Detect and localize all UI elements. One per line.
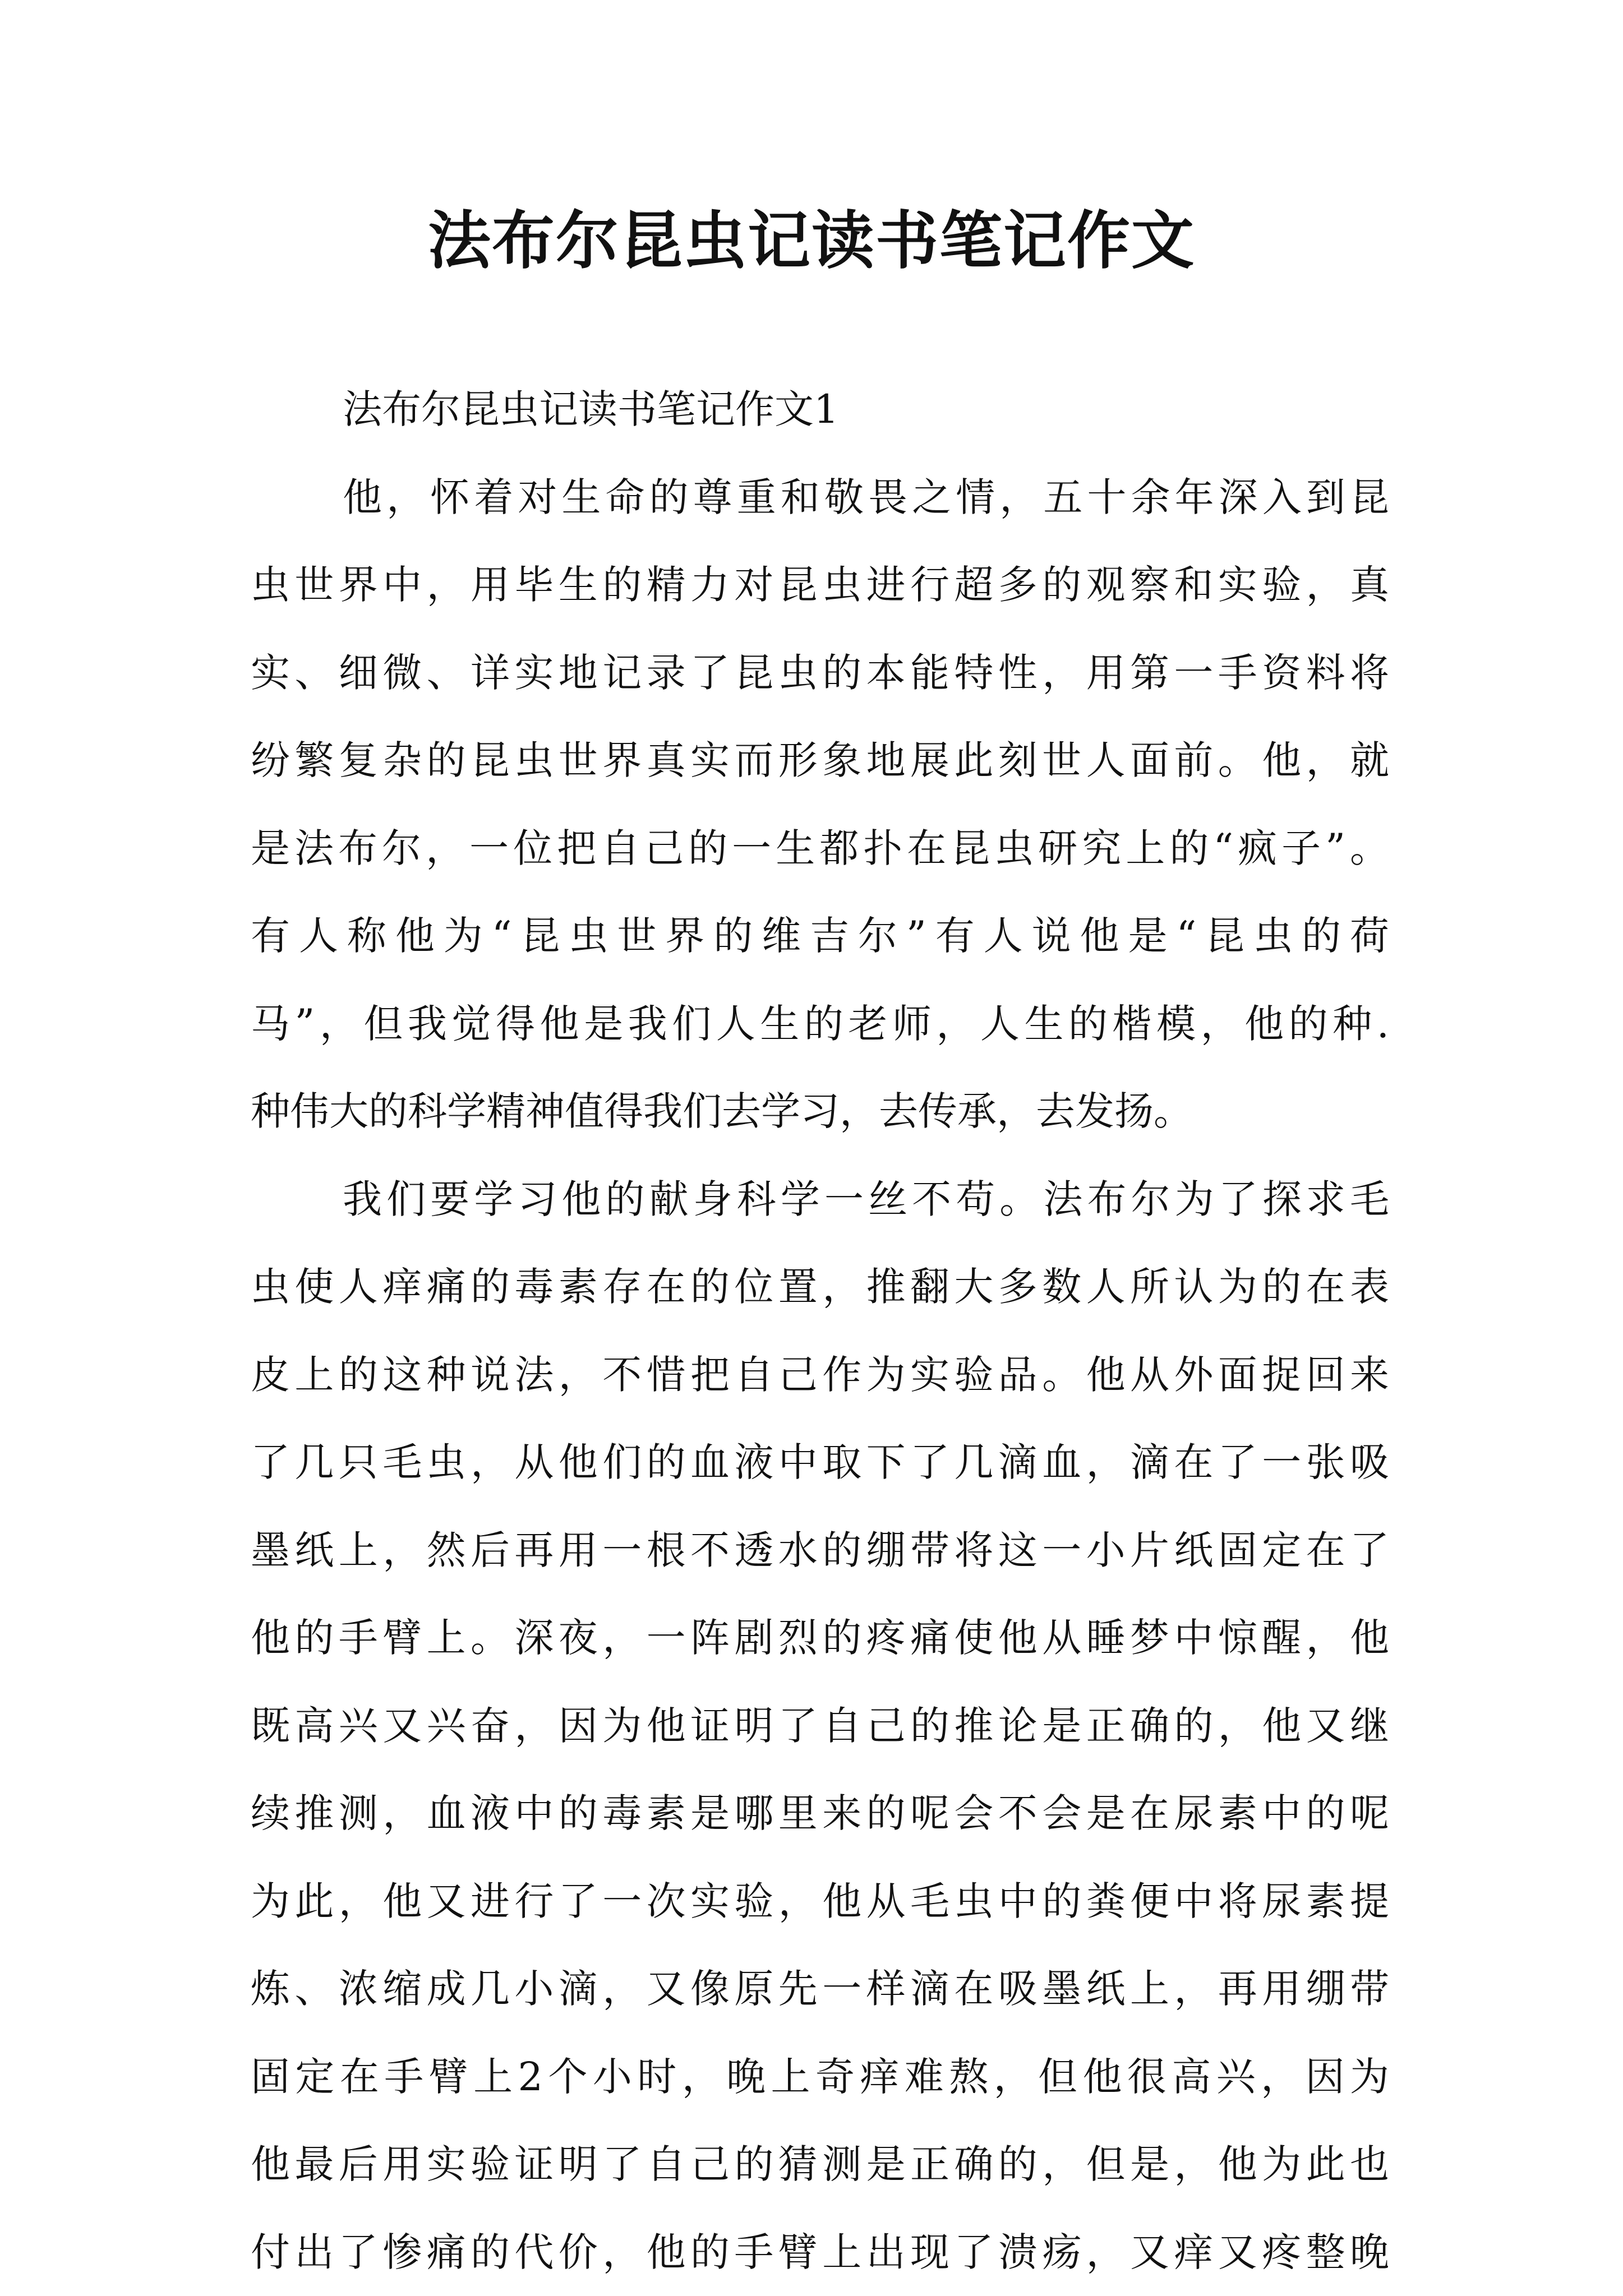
text-line: 种伟大的科学精神值得我们去学习，去传承，去发扬。 [251, 1068, 1389, 1156]
text-line: 为此，他又进行了一次实验，他从毛虫中的粪便中将尿素提 [251, 1858, 1389, 1946]
text-line: 续推测，血液中的毒素是哪里来的呢会不会是在尿素中的呢 [251, 1770, 1389, 1858]
text-line: 虫世界中，用毕生的精力对昆虫进行超多的观察和实验，真 [251, 541, 1389, 629]
text-line: 他的手臂上。深夜，一阵剧烈的疼痛使他从睡梦中惊醒，他 [251, 1594, 1389, 1682]
text-line: 付出了惨痛的代价，他的手臂上出现了溃疡，又痒又疼整晚 [251, 2209, 1389, 2296]
text-line: 既高兴又兴奋，因为他证明了自己的推论是正确的，他又继 [251, 1682, 1389, 1770]
text-line: 马”，但我觉得他是我们人生的老师，人生的楷模，他的种. [251, 980, 1389, 1068]
section-heading: 法布尔昆虫记读书笔记作文1 [251, 366, 1389, 454]
text-line: 墨纸上，然后再用一根不透水的绷带将这一小片纸固定在了 [251, 1507, 1389, 1595]
text-line: 有人称他为“昆虫世界的维吉尔”有人说他是“昆虫的荷 [251, 892, 1389, 980]
text-line: 纷繁复杂的昆虫世界真实而形象地展此刻世人面前。他，就 [251, 717, 1389, 805]
text-line: 我们要学习他的献身科学一丝不苟。法布尔为了探求毛 [251, 1156, 1389, 1244]
text-line: 他，怀着对生命的尊重和敬畏之情，五十余年深入到昆 [251, 454, 1389, 542]
text-line: 固定在手臂上2个小时，晚上奇痒难熬，但他很高兴，因为 [251, 2033, 1389, 2121]
text-line: 了几只毛虫，从他们的血液中取下了几滴血，滴在了一张吸 [251, 1419, 1389, 1507]
text-line: 实、细微、详实地记录了昆虫的本能特性，用第一手资料将 [251, 629, 1389, 717]
text-line: 皮上的这种说法，不惜把自己作为实验品。他从外面捉回来 [251, 1331, 1389, 1419]
document-body [251, 366, 1389, 2296]
text-line: 他最后用实验证明了自己的猜测是正确的，但是，他为此也 [251, 2121, 1389, 2209]
text-line: 炼、浓缩成几小滴，又像原先一样滴在吸墨纸上，再用绷带 [251, 1945, 1389, 2033]
text-line: 是法布尔，一位把自己的一生都扑在昆虫研究上的“疯子”。 [251, 805, 1389, 893]
text-line: 虫使人痒痛的毒素存在的位置，推翻大多数人所认为的在表 [251, 1243, 1389, 1331]
document-title: 法布尔昆虫记读书笔记作文 [0, 202, 1623, 280]
